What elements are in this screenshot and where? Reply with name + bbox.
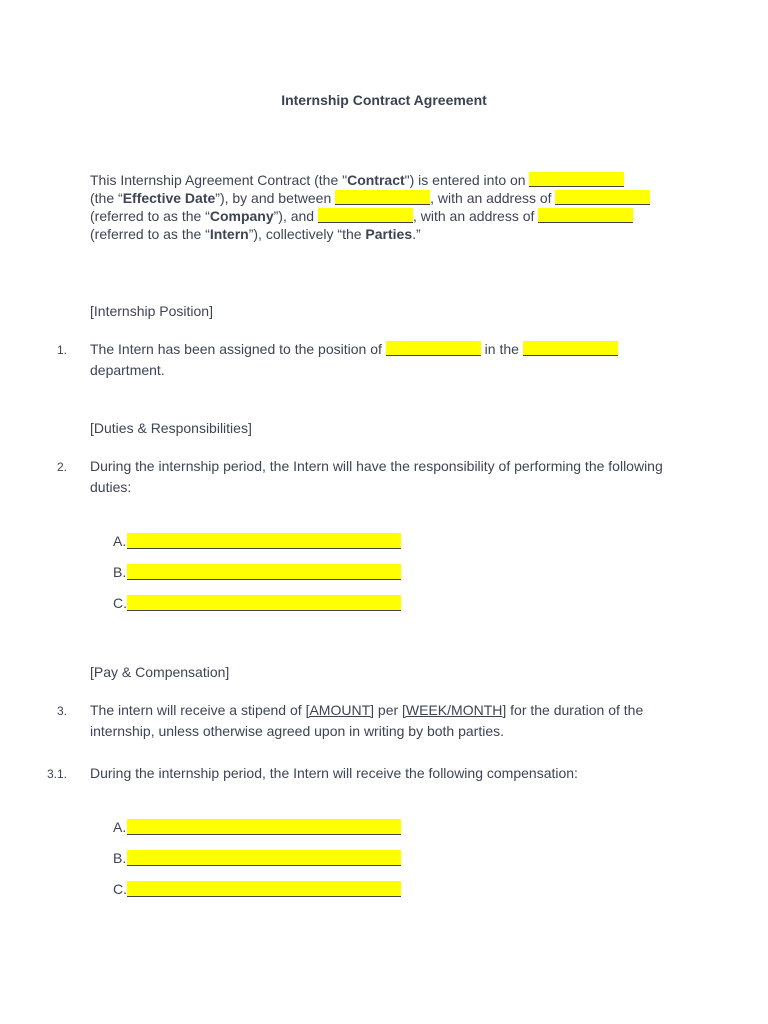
clause-number: 3. <box>57 704 68 718</box>
blank-intern-address-field[interactable] <box>538 208 633 223</box>
term-company: Company <box>209 208 274 224</box>
item-letter: A. <box>113 533 127 549</box>
blank-intern-name-field[interactable] <box>318 208 413 223</box>
blank-duty-field[interactable] <box>127 595 401 611</box>
duty-item[interactable] <box>113 564 401 582</box>
blank-duty-field[interactable] <box>127 533 401 549</box>
blank-department-field[interactable] <box>523 341 618 356</box>
clause-number: 1. <box>57 343 68 357</box>
compensation-item[interactable] <box>113 881 401 899</box>
intro-text: (referred to as the “ <box>90 226 210 242</box>
term-effective-date: Effective Date <box>122 190 216 206</box>
clause-stipend <box>90 700 670 742</box>
clause-text: department. <box>90 362 165 378</box>
duty-item[interactable] <box>113 533 401 551</box>
item-letter: B. <box>113 850 127 866</box>
compensation-item[interactable] <box>113 819 401 837</box>
intro-text: This Internship Agreement Contract (the " <box>90 172 348 188</box>
compensation-item[interactable] <box>113 850 401 868</box>
blank-date-field[interactable] <box>529 172 624 187</box>
intro-paragraph <box>90 171 690 243</box>
clause-text: The intern will receive a stipend of <box>90 702 306 718</box>
clause-text: for the duration of the internship, unless otherwise agreed upon in writing by both parties. <box>90 702 644 739</box>
clause-text: per <box>374 702 403 718</box>
clause-duties: During the internship period, the Intern will have the responsibility of performing the following duties: <box>90 458 663 495</box>
duty-item[interactable] <box>113 595 401 613</box>
blank-compensation-field[interactable] <box>127 819 401 835</box>
intro-text: ”), collectively “the <box>248 226 366 242</box>
blank-position-field[interactable] <box>386 341 481 356</box>
blank-company-address-field[interactable] <box>555 190 650 205</box>
item-letter: A. <box>113 819 127 835</box>
blank-duty-field[interactable] <box>127 564 401 580</box>
clause-text: The Intern has been assigned to the position of <box>90 341 386 357</box>
blank-compensation-field[interactable] <box>127 881 401 897</box>
term-contract: Contract <box>347 172 405 188</box>
intro-text: ”), by and between <box>215 190 336 206</box>
document-title: Internship Contract Agreement <box>281 92 487 108</box>
section-heading-duties: [Duties & Responsibilities] <box>90 420 252 436</box>
term-parties: Parties <box>365 226 413 242</box>
intro-text: , with an address of <box>412 208 539 224</box>
intro-text: ") is entered into on <box>404 172 530 188</box>
placeholder-period[interactable]: [WEEK/MONTH] <box>402 702 507 718</box>
intro-text: (referred to as the “ <box>90 208 210 224</box>
clause-compensation: During the internship period, the Intern will receive the following compensation: <box>90 765 578 781</box>
clause-number: 3.1. <box>47 767 68 781</box>
clause-number: 2. <box>57 460 68 474</box>
intro-text: (the “ <box>90 190 123 206</box>
blank-company-name-field[interactable] <box>335 190 430 205</box>
section-heading-pay: [Pay & Compensation] <box>90 664 230 680</box>
term-intern: Intern <box>209 226 249 242</box>
intro-text: ”), and <box>273 208 318 224</box>
intro-text: .” <box>412 226 421 242</box>
item-letter: B. <box>113 564 127 580</box>
clause-position <box>90 339 670 381</box>
section-heading-position: [Internship Position] <box>90 303 213 319</box>
intro-text: , with an address of <box>430 190 556 206</box>
placeholder-amount[interactable]: [AMOUNT] <box>305 702 375 718</box>
blank-compensation-field[interactable] <box>127 850 401 866</box>
item-letter: C. <box>113 595 127 611</box>
item-letter: C. <box>113 881 127 897</box>
clause-text: in the <box>480 341 523 357</box>
